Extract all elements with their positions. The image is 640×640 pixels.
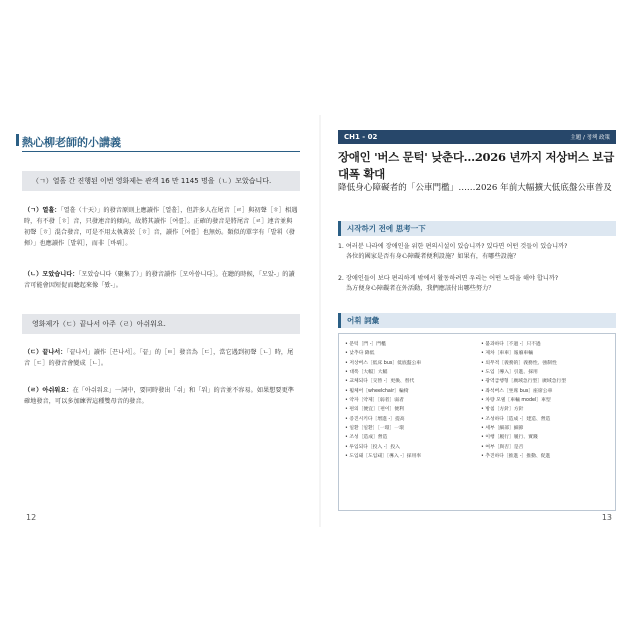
example-sentence-box-1: （ㄱ）열흘 간 진행된 이번 영화제는 관객 16 만 1145 명을（ㄴ）모았습니다. bbox=[22, 171, 300, 191]
question-korean: 1. 여러분 나라에 장애인을 위한 편의시설이 있습니까? 있다면 어떤 것들이 있습니까? bbox=[338, 243, 568, 250]
vocab-item: • 대폭［大幅］大幅 bbox=[345, 370, 388, 376]
question-chinese: 為方便身心障礙者在外活動，我們應該付出哪些努力？ bbox=[346, 284, 495, 292]
title-rule bbox=[22, 151, 300, 152]
vocab-item: • 편의［便宜］［편이］便利 bbox=[345, 407, 404, 413]
section-header-vocabulary: 어휘 詞彙 bbox=[338, 313, 616, 328]
article-subheadline: 降低身心障礙者的「公車門檻」……2026 年前大幅擴大低底盤公車普及 bbox=[338, 183, 612, 193]
example-sentence-box-2: 영화제가（ㄷ）끝나서 아주（ㄹ）아쉬워요. bbox=[22, 314, 300, 334]
topic-label: 主題 / 정책 政策 bbox=[570, 135, 610, 141]
question-chinese: 各位的國家是否有身心障礙者便利設施？如果有，有哪些設施？ bbox=[346, 252, 520, 260]
note-text: 「끝나서」讀作［끈나서］。「끝」的［ㅌ］發音為［ㄷ］，當它遇到初聲［ㄴ］時，尾音［ㄷ］的發音會變成［ㄴ］。 bbox=[24, 349, 294, 367]
vocab-item: • 저상버스［低床 bus］低底盤公車 bbox=[345, 360, 422, 366]
question-1 bbox=[338, 242, 616, 261]
vocab-item: • 차량 모델［車輛 model］車型 bbox=[481, 398, 551, 404]
vocab-item: • 여부［與否］是否 bbox=[481, 444, 524, 450]
vocab-item: • 교체되다［交替 -］更換、替代 bbox=[345, 379, 415, 385]
left-page bbox=[22, 120, 300, 520]
vocab-item: • 좌석버스［坐席 bus］座席公車 bbox=[481, 388, 553, 394]
left-page-title: 熱心柳老師的小講義 bbox=[22, 136, 121, 149]
vocab-item: • 추진하다［推進 -］推動、促進 bbox=[481, 454, 551, 460]
note-paragraph-4 bbox=[24, 386, 298, 408]
vocab-item: • 증진시키다［增進 -］提高 bbox=[345, 416, 405, 422]
article-headline: 장애인 '버스 문턱' 낮춘다…2026 년까지 저상버스 보급 대폭 확대 bbox=[338, 150, 615, 181]
note-paragraph-3 bbox=[24, 348, 298, 370]
vocabulary-column-1 bbox=[345, 340, 473, 461]
left-page-number: 12 bbox=[26, 513, 37, 522]
note-text: 在「아쉬워요」一詞中，要同時發出「쉬」和「워」的音並不容易。如果想要更準確地發音，可以多加練習這種雙母音的發音。 bbox=[24, 387, 294, 405]
vocab-item: • 광역급행형［廣域急行型］廣域急行型 bbox=[481, 379, 567, 385]
note-paragraph-2 bbox=[24, 270, 298, 292]
title-accent-bar bbox=[16, 134, 19, 146]
section-header-warmup: 시작하기 전에 思考一下 bbox=[338, 221, 616, 236]
vocab-item: • 약자［약제］［弱者］弱者 bbox=[345, 398, 404, 404]
right-page-number: 13 bbox=[601, 513, 612, 522]
note-text: 「열흘（十天）」的發音原則上應讀作［열흘］，但許多人在尾音［ㄹ］與初聲［ㅎ］相遇時，有不發［ㅎ］音，只發連音的傾向，故將其讀作［여를］。正確的發音是將尾音［ㄹ］連音並與初聲［ㅎ］混合發音，可是不用太執著於［ㅎ］音，讀作［여를］也無妨。類似的單字有「발휘（發揮）」也應讀作［발휘］，而非［바뤼］。 bbox=[24, 207, 298, 247]
vocab-item: • 문턱［門 -］門檻 bbox=[345, 342, 386, 347]
vocab-item: • 조성하다［造成 -］建造、營造 bbox=[481, 416, 551, 422]
vocab-item: • 일환［일환］［一環］一環 bbox=[345, 426, 404, 432]
book-gutter bbox=[319, 115, 321, 527]
question-2 bbox=[338, 274, 616, 293]
vocab-item: • 도입돼［도입돼］［導入 -］採用率 bbox=[345, 454, 422, 460]
chapter-label: CH1 - 02 bbox=[344, 133, 378, 141]
note-label: （ㄷ）끝나서： bbox=[24, 349, 67, 356]
vocabulary-column-2 bbox=[481, 340, 613, 461]
vocabulary-box bbox=[338, 333, 616, 511]
vocab-item: • 의무적［義務的］義務性、強制性 bbox=[481, 360, 557, 366]
vocab-item: • 낮추다 降低 bbox=[345, 351, 375, 357]
vocab-item: • 도입［導入］引進、採用 bbox=[481, 370, 538, 376]
note-paragraph-1 bbox=[24, 206, 298, 249]
vocab-item: • 이행［履行］履行、實踐 bbox=[481, 435, 538, 441]
note-label: （ㄱ）열흘： bbox=[24, 207, 61, 214]
note-label: （ㄹ）아쉬워요： bbox=[24, 387, 73, 394]
vocab-item: • 세부［細部］細節 bbox=[481, 426, 524, 432]
question-korean: 2. 장애인들이 보다 편리하게 밖에서 활동하려면 우리는 어떤 노력을 해야 합니까? bbox=[338, 275, 559, 282]
vocab-item: • 휠체어［wheelchair］輪椅 bbox=[345, 388, 409, 394]
chapter-header bbox=[338, 130, 616, 144]
note-text: 「모았습니다（聚集了）」的發音讀作［모아씀니다］。在聽的時候，「모았-」的讀音可能會因短促而聽起來像「뫘-」。 bbox=[24, 271, 295, 289]
vocab-item: • 투입되다［投入 -］投入 bbox=[345, 444, 400, 450]
vocab-item: • 방침［方針］方針 bbox=[481, 407, 524, 413]
right-page bbox=[338, 120, 616, 520]
vocab-item: • 제차［車車］報廢車輛 bbox=[481, 351, 533, 357]
note-label: （ㄴ）모았습니다： bbox=[24, 271, 79, 278]
vocab-item: • 조성［造成］營造 bbox=[345, 435, 388, 441]
vocab-item: • 불과하다［不過 -］只不過 bbox=[481, 342, 541, 347]
